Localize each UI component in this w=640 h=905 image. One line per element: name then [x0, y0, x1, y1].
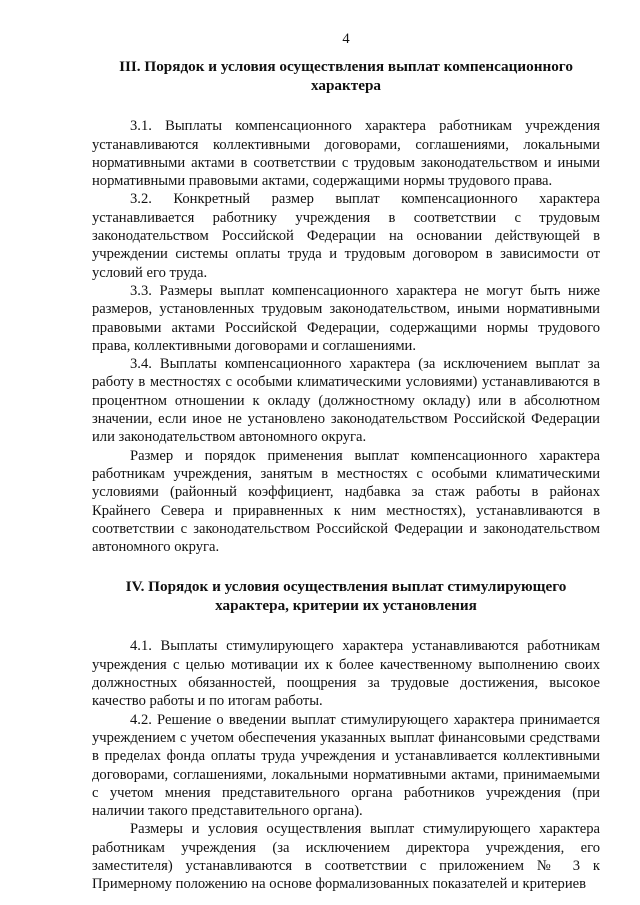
section-iv-heading-line2: характера, критерии их установления	[215, 596, 477, 614]
paragraph-3-3: 3.3. Размеры выплат компенсационного характера не могут быть ниже размеров, установленных трудовым законодательством, иными нормативными правовыми актами Российской Федерации, содержащими нормы трудового права, коллективными договорами и соглашениями.	[92, 282, 600, 354]
paragraph-3-4-northern: Размер и порядок применения выплат компенсационного характера работникам учреждения, занятым в местностях с особыми климатическими условиями (районный коэффициент, надбавка за стаж работы в районах Крайнего Севера и приравненных к ним местностях), устанавливаются в соответствии с законодательством Российской Федерации и законодательством автономного округа.	[92, 447, 600, 556]
spacer	[92, 95, 600, 117]
paragraph-3-4: 3.4. Выплаты компенсационного характера (за исключением выплат за работу в местностях с особыми климатическими условиями) устанавливаются в процентном отношении к окладу (должностному окладу) или в абсолютном значении, если иное не установлено законодательством Российской Федерации или законодательством автономного округа.	[92, 356, 600, 446]
paragraph-4-2: 4.2. Решение о введении выплат стимулирующего характера принимается учреждением с учетом обеспечения указанных выплат финансовыми средствами в пределах фонда оплаты труда учреждения и устанавливается коллективными договорами, соглашениями, локальными нормативными актами, принимаемыми с учетом мнения представительного органа работников учреждения (при наличии такого представительного органа).	[92, 711, 600, 820]
section-iv	[92, 578, 600, 893]
spacer	[92, 615, 600, 637]
section-iii-heading-line1: III. Порядок и условия осуществления выплат компенсационного	[119, 58, 573, 76]
paragraph-3-2: 3.2. Конкретный размер выплат компенсационного характера устанавливается работнику учреждения в соответствии с трудовым законодательством Российской Федерации на основании действующей в учреждении системы оплаты труда и трудовым договором в зависимости от условий его труда.	[92, 191, 600, 281]
spacer	[92, 556, 600, 578]
section-iii-heading	[92, 58, 600, 95]
section-iii	[92, 58, 600, 556]
section-iv-heading	[92, 578, 600, 615]
section-iv-heading-line1: IV. Порядок и условия осуществления выплат стимулирующего	[125, 578, 567, 596]
paragraph-3-1: 3.1. Выплаты компенсационного характера работникам учреждения устанавливаются коллективными договорами, соглашениями, локальными нормативными актами в соответствии с трудовым законодательством и иными нормативными правовыми актами, содержащими нормы трудового права.	[92, 118, 600, 190]
paragraph-4-1: 4.1. Выплаты стимулирующего характера устанавливаются работникам учреждения с целью мотивации их к более качественному выполнению своих должностных обязанностей, поощрения за трудовые достижения, высокое качество работы и по итогам работы.	[92, 638, 600, 710]
paragraph-4-2-sizes: Размеры и условия осуществления выплат стимулирующего характера работникам учреждения (за исключением директора учреждения, его заместителя) устанавливаются в соответствии с приложением № 3 к Примерному положению на основе формализованных показателей и критериев	[92, 821, 600, 893]
section-iii-heading-line2: характера	[310, 76, 382, 94]
page-number: 4	[342, 31, 350, 47]
